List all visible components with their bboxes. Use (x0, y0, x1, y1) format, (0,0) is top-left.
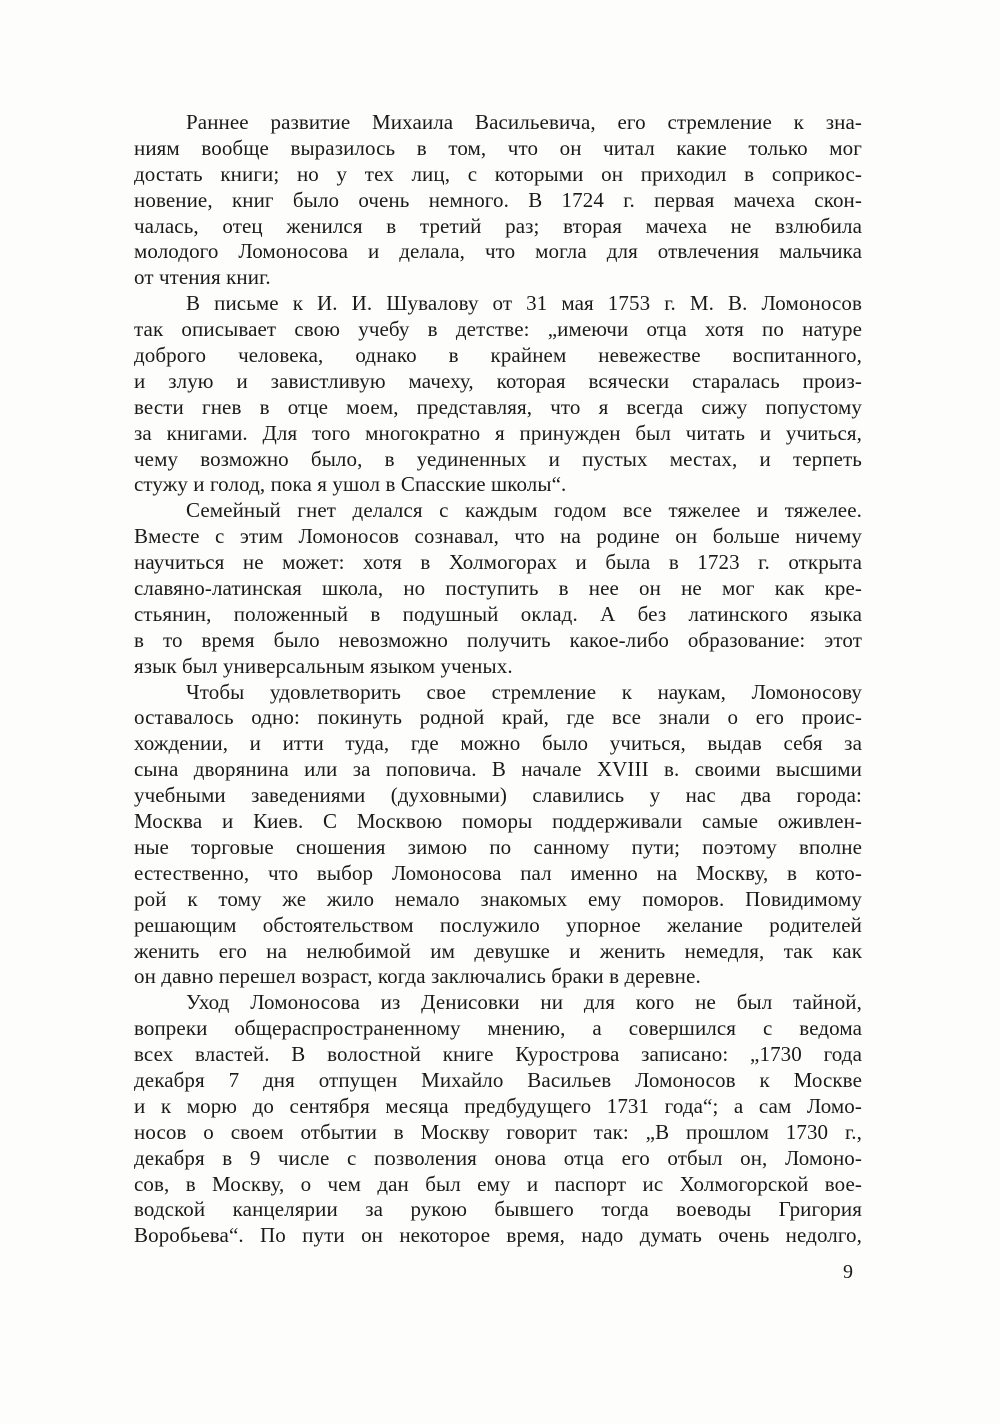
text-line: в то время было невозможно получить какое-либо образование: этот (134, 627, 862, 652)
text-line: язык был универсальным языком ученых. (134, 653, 513, 678)
text-line: от чтения книг. (134, 265, 271, 290)
text-line: учебными заведениями (духовными) славились у нас два города: (134, 783, 862, 808)
text-line: хождении, и итти туда, где можно было учиться, выдав себя за (134, 731, 862, 756)
text-line: решающим обстоятельством послужило упорное желание родителей (134, 912, 862, 937)
text-line: Вместе с этим Ломоносов сознавал, что на родине он больше ничему (134, 524, 862, 549)
text-line: научиться не может: хотя в Холмогорах и была в 1723 г. открыта (134, 550, 862, 575)
text-line: вопреки общераспространенному мнению, а совершился с ведома (134, 1016, 862, 1041)
text-line: стужу и голод, пока я ушол в Спасские школы“. (134, 472, 567, 497)
text-line: славяно-латинская школа, но поступить в нее он не мог как кре- (134, 576, 862, 601)
body-text (134, 110, 862, 1249)
text-line: В письме к И. И. Шувалову от 31 мая 1753 г. М. В. Ломоносов (186, 291, 862, 316)
text-line: сов, в Москву, о чем дан был ему и паспорт ис Холмогорской вое- (134, 1171, 862, 1196)
text-line: Воробьева“. По пути он некоторое время, надо думать очень недолго, (134, 1223, 862, 1248)
text-line: чему возможно было, в уединенных и пустых местах, и терпеть (134, 446, 862, 471)
text-line: декабря 7 дня отпущен Михайло Васильев Ломоносов к Москве (134, 1067, 862, 1092)
text-line: доброго человека, однако в крайнем невежестве воспитанного, (134, 343, 862, 368)
text-line: ные торговые сношения зимою по санному пути; поэтому вполне (134, 834, 862, 859)
text-line: водской канцелярии за рукою бывшего тогда воеводы Григория (134, 1197, 862, 1222)
text-line: и злую и завистливую мачеху, которая всячески старалась произ- (134, 368, 862, 393)
page-number: 9 (843, 1261, 853, 1283)
text-line: ниям вообще выразилось в том, что он читал какие только мог (134, 135, 862, 160)
text-line: так описывает свою учебу в детстве: „имеючи отца хотя по натуре (134, 317, 862, 342)
text-line: Раннее развитие Михаила Васильевича, его стремление к зна- (186, 110, 862, 134)
text-line: и к морю до сентября месяца предбудущего 1731 года“; а сам Ломо- (134, 1093, 862, 1118)
text-line: естественно, что выбор Ломоносова пал именно на Москву, в кото- (134, 860, 862, 885)
text-line: Чтобы удовлетворить свое стремление к наукам, Ломоносову (186, 679, 862, 704)
text-line: стьянин, положенный в подушный оклад. А без латинского языка (134, 601, 862, 626)
text-line: чалась, отец женился в третий раз; вторая мачеха не взлюбила (134, 213, 862, 238)
text-line: достать книги; но у тех лиц, с которыми он приходил в соприкос- (134, 161, 862, 186)
text-line: носов о своем отбытии в Москву говорит так: „В прошлом 1730 г., (134, 1119, 862, 1144)
text-line: рой к тому же жило немало знакомых ему поморов. Повидимому (134, 886, 862, 911)
text-line: новение, книг было очень немного. В 1724 г. первая мачеха скон- (134, 187, 862, 212)
text-line: он давно перешел возраст, когда заключались браки в деревне. (134, 964, 701, 989)
text-line: оставалось одно: покинуть родной край, где все знали о его проис- (134, 705, 862, 730)
text-line: сына дворянина или за поповича. В начале XVIII в. своими высшими (134, 757, 862, 782)
text-line: всех властей. В волостной книге Курострова записано: „1730 года (134, 1042, 862, 1067)
text-line: Семейный гнет делался с каждым годом все тяжелее и тяжелее. (186, 498, 862, 523)
text-line: молодого Ломоносова и делала, что могла для отвлечения мальчика (134, 239, 862, 264)
text-line: вести гнев в отце моем, представляя, что я всегда сижу попустому (134, 394, 862, 419)
text-line: за книгами. Для того многократно я принужден был читать и учиться, (134, 420, 862, 445)
text-line: Уход Ломоносова из Денисовки ни для кого не был тайной, (186, 990, 862, 1015)
text-line: Москва и Киев. С Москвою поморы поддерживали самые оживлен- (134, 809, 862, 834)
text-line: декабря в 9 числе с позволения онова отца его отбыл он, Ломоно- (134, 1145, 862, 1170)
text-line: женить его на нелюбимой им девушке и женить немедля, так как (134, 938, 862, 963)
